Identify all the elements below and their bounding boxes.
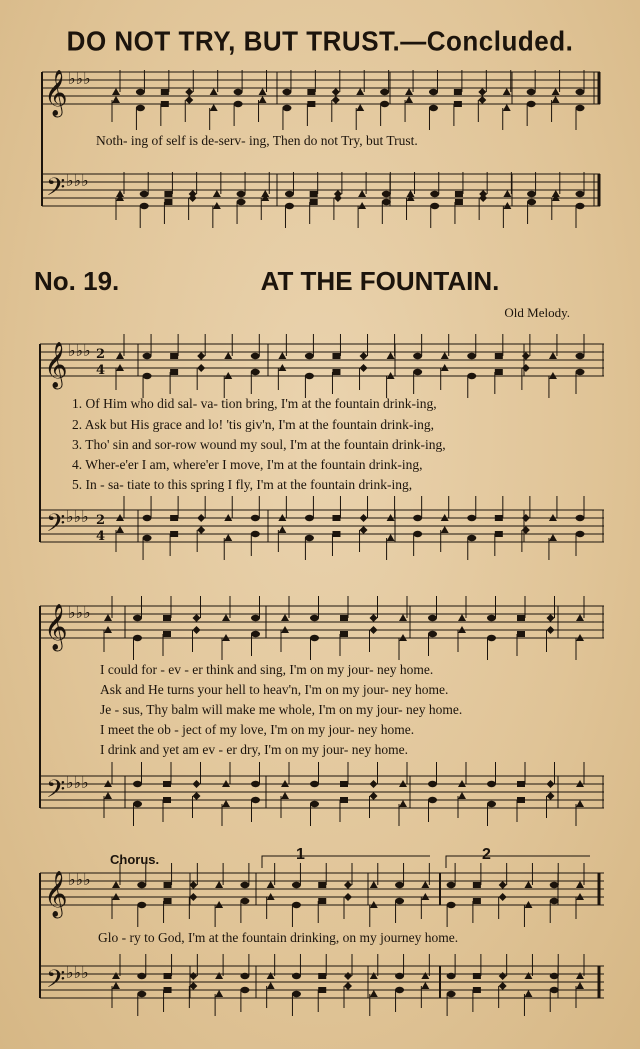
top-hymn-lyric: Noth- ing of self is de-serv- ing, Then do not Try, but Trust.	[96, 133, 418, 148]
volta-2-label: 2	[482, 846, 491, 863]
svg-text:♭♭♭: ♭♭♭	[66, 507, 89, 526]
note-head	[189, 972, 197, 980]
verse-line-1a: 1. Of Him who did sal- va- tion bring, I'm at the fountain drink-ing,	[72, 396, 437, 411]
note-head	[382, 199, 391, 205]
note-head	[405, 96, 413, 103]
note-head	[473, 987, 481, 993]
note-head	[370, 990, 378, 997]
note-head	[430, 203, 439, 209]
note-head	[576, 203, 585, 209]
note-head	[547, 780, 555, 788]
note-head	[547, 792, 555, 800]
note-head	[292, 973, 301, 979]
note-head	[550, 973, 559, 979]
note-head	[251, 631, 260, 637]
note-head	[524, 972, 532, 979]
verse-line-4b: I meet the ob - ject of my love, I'm on my jour- ney home.	[100, 722, 415, 737]
note-head	[137, 882, 146, 888]
note-head	[387, 352, 395, 359]
note-head	[310, 801, 319, 807]
note-head	[292, 991, 301, 997]
note-head	[161, 101, 169, 107]
svg-text:4: 4	[96, 529, 106, 544]
note-head	[522, 352, 530, 360]
note-head	[428, 781, 437, 787]
note-head	[133, 635, 142, 641]
note-head	[549, 534, 557, 541]
note-head	[164, 898, 172, 904]
note-head	[267, 881, 275, 888]
note-head	[282, 105, 291, 111]
note-head	[428, 631, 437, 637]
note-head	[576, 353, 585, 359]
note-head	[478, 96, 486, 104]
note-head	[240, 973, 249, 979]
verse-line-3a: 3. Tho' sin and sor-row wound my soul, I'm at the fountain drink-ing,	[72, 437, 446, 452]
note-head	[193, 626, 201, 634]
top-hymn-title: DO NOT TRY, BUT TRUST.—Concluded.	[66, 25, 574, 57]
note-head	[499, 881, 507, 889]
note-head	[499, 982, 507, 990]
note-head	[215, 881, 223, 888]
note-head	[428, 797, 437, 803]
note-head	[332, 353, 340, 359]
note-head	[360, 364, 368, 372]
note-head	[251, 797, 260, 803]
note-head	[503, 88, 511, 95]
note-head	[421, 972, 429, 979]
note-head	[547, 626, 555, 634]
note-head	[576, 191, 585, 197]
note-head	[292, 882, 301, 888]
note-head	[164, 199, 172, 205]
note-head	[210, 88, 218, 95]
note-head	[503, 104, 511, 111]
note-head	[370, 614, 378, 622]
note-head	[112, 881, 120, 888]
note-head	[210, 104, 218, 111]
svg-text:𝄢: 𝄢	[46, 173, 66, 208]
note-head	[140, 191, 149, 197]
note-head	[164, 987, 172, 993]
note-head	[576, 531, 585, 537]
note-head	[163, 797, 171, 803]
note-head	[318, 882, 326, 888]
note-head	[344, 893, 352, 901]
note-head	[356, 104, 364, 111]
note-head	[576, 89, 585, 95]
note-head	[307, 89, 315, 95]
note-head	[282, 89, 291, 95]
note-head	[189, 893, 197, 901]
note-head	[517, 631, 525, 637]
note-head	[487, 781, 496, 787]
note-head	[522, 526, 530, 534]
note-head	[116, 526, 124, 533]
note-head	[310, 615, 319, 621]
note-head	[413, 369, 422, 375]
svg-text:𝄢: 𝄢	[46, 509, 66, 544]
note-head	[517, 797, 525, 803]
note-head	[318, 987, 326, 993]
note-head	[193, 780, 201, 788]
note-head	[370, 972, 378, 979]
note-head	[222, 614, 230, 621]
note-head	[467, 515, 476, 521]
note-head	[143, 535, 152, 541]
note-head	[240, 898, 249, 904]
note-head	[215, 990, 223, 997]
svg-text:♭♭♭: ♭♭♭	[66, 773, 89, 792]
verse-line-5a: 5. In - sa- tiate to this spring I fly, I'm at the fountain drink-ing,	[72, 477, 413, 492]
note-head	[112, 96, 120, 103]
note-head	[137, 973, 146, 979]
note-head	[413, 515, 422, 521]
note-head	[370, 881, 378, 888]
hymn-title: AT THE FOUNTAIN.	[260, 266, 500, 296]
note-head	[428, 615, 437, 621]
note-head	[163, 631, 171, 637]
note-head	[549, 352, 557, 359]
note-head	[285, 191, 294, 197]
note-head	[310, 635, 319, 641]
note-head	[467, 353, 476, 359]
svg-text:2: 2	[96, 347, 106, 362]
note-head	[458, 792, 466, 799]
note-head	[222, 800, 230, 807]
svg-text:𝄞: 𝄞	[44, 871, 68, 917]
note-head	[318, 973, 326, 979]
svg-text:2: 2	[96, 513, 106, 528]
note-head	[495, 369, 503, 375]
note-head	[259, 88, 267, 95]
note-head	[576, 105, 585, 111]
note-head	[318, 898, 326, 904]
note-head	[112, 982, 120, 989]
note-head	[307, 101, 315, 107]
note-head	[170, 515, 178, 521]
note-head	[193, 792, 201, 800]
note-head	[133, 781, 142, 787]
note-head	[278, 526, 286, 533]
note-head	[429, 89, 438, 95]
note-head	[240, 987, 249, 993]
note-head	[487, 801, 496, 807]
note-head	[237, 199, 246, 205]
note-head	[340, 797, 348, 803]
note-head	[143, 515, 152, 521]
note-head	[387, 534, 395, 541]
verse-line-3b: Je - sus, Thy balm will make me whole, I'm on my jour- ney home.	[100, 702, 463, 717]
note-head	[234, 101, 243, 107]
note-head	[495, 531, 503, 537]
chorus-label: Chorus.	[110, 852, 160, 867]
note-head	[251, 781, 260, 787]
note-head	[240, 882, 249, 888]
note-head	[380, 101, 389, 107]
note-head	[447, 902, 456, 908]
note-head	[495, 353, 503, 359]
note-head	[413, 531, 422, 537]
svg-text:𝄞: 𝄞	[44, 604, 68, 650]
note-head	[170, 369, 178, 375]
note-head	[259, 96, 267, 103]
note-head	[413, 353, 422, 359]
note-head	[215, 972, 223, 979]
note-head	[395, 882, 404, 888]
note-head	[524, 881, 532, 888]
note-head	[527, 191, 536, 197]
note-head	[370, 626, 378, 634]
note-head	[399, 614, 407, 621]
note-head	[305, 535, 314, 541]
note-head	[547, 614, 555, 622]
chorus-lyric: Glo - ry to God, I'm at the fountain drinking, on my journey home.	[98, 930, 459, 945]
note-head	[104, 614, 112, 621]
note-head	[487, 615, 496, 621]
note-head	[467, 373, 476, 379]
note-head	[197, 352, 205, 360]
note-head	[430, 191, 439, 197]
note-head	[170, 531, 178, 537]
system-1-treble-staff	[42, 72, 600, 104]
note-head	[429, 105, 438, 111]
note-head	[251, 531, 260, 537]
note-head	[382, 191, 391, 197]
note-head	[524, 990, 532, 997]
note-head	[370, 780, 378, 788]
note-head	[163, 615, 171, 621]
note-head	[116, 352, 124, 359]
note-head	[454, 89, 462, 95]
note-head	[136, 89, 145, 95]
note-head	[527, 101, 536, 107]
note-head	[447, 973, 456, 979]
note-head	[370, 792, 378, 800]
note-head	[237, 191, 246, 197]
note-head	[467, 535, 476, 541]
note-head	[499, 893, 507, 901]
note-head	[522, 364, 530, 372]
verse-line-2a: 2. Ask but His grace and lo! 'tis giv'n, I'm at the fountain drink-ing,	[72, 417, 434, 432]
note-head	[447, 991, 456, 997]
note-head	[399, 800, 407, 807]
note-head	[421, 881, 429, 888]
note-head	[550, 987, 559, 993]
note-head	[517, 781, 525, 787]
hymn-number: No. 19.	[34, 266, 120, 296]
note-head	[305, 353, 314, 359]
note-head	[517, 615, 525, 621]
note-head	[527, 199, 536, 205]
verse-line-4a: 4. Wher-e'er I am, where'er I move, I'm at the fountain drink-ing,	[72, 457, 423, 472]
hymn-attribution: Old Melody.	[504, 305, 570, 320]
note-head	[197, 514, 205, 522]
note-head	[356, 88, 364, 95]
system-1-bass-staff	[42, 174, 600, 206]
note-head	[112, 972, 120, 979]
note-head	[340, 615, 348, 621]
note-head	[522, 514, 530, 522]
note-head	[193, 614, 201, 622]
note-head	[310, 191, 318, 197]
note-head	[136, 105, 145, 111]
note-head	[576, 614, 584, 621]
note-head	[267, 982, 275, 989]
volta-1-label: 1	[296, 846, 305, 863]
note-head	[344, 881, 352, 889]
note-head	[395, 973, 404, 979]
note-head	[170, 353, 178, 359]
note-head	[473, 973, 481, 979]
note-head	[576, 515, 585, 521]
note-head	[441, 526, 449, 533]
note-head	[478, 88, 486, 96]
note-head	[133, 615, 142, 621]
note-head	[251, 369, 260, 375]
note-head	[344, 982, 352, 990]
note-head	[251, 353, 260, 359]
note-head	[473, 882, 481, 888]
note-head	[447, 882, 456, 888]
svg-text:𝄞: 𝄞	[44, 342, 68, 388]
note-head	[487, 635, 496, 641]
note-head	[473, 898, 481, 904]
note-head	[576, 972, 584, 979]
note-head	[163, 781, 171, 787]
note-head	[143, 373, 152, 379]
note-head	[503, 190, 511, 197]
note-head	[164, 973, 172, 979]
note-head	[441, 352, 449, 359]
svg-text:♭♭♭: ♭♭♭	[66, 171, 89, 190]
note-head	[405, 88, 413, 95]
note-head	[332, 515, 340, 521]
note-head	[310, 781, 319, 787]
note-head	[360, 526, 368, 534]
note-head	[197, 526, 205, 534]
svg-text:𝄢: 𝄢	[46, 965, 66, 1000]
note-head	[189, 982, 197, 990]
note-head	[164, 191, 172, 197]
note-head	[164, 882, 172, 888]
note-head	[292, 902, 301, 908]
note-head	[455, 191, 463, 197]
note-head	[161, 89, 169, 95]
note-head	[455, 199, 463, 205]
note-head	[576, 369, 585, 375]
note-head	[137, 902, 146, 908]
verse-line-1b: I could for - ev - er think and sing, I'm on my jour- ney home.	[100, 662, 434, 677]
note-head	[550, 882, 559, 888]
note-head	[251, 515, 260, 521]
svg-text:♭♭♭: ♭♭♭	[68, 69, 91, 88]
note-head	[340, 631, 348, 637]
note-head	[458, 614, 466, 621]
svg-text:𝄢: 𝄢	[46, 775, 66, 810]
note-head	[332, 369, 340, 375]
note-head	[360, 514, 368, 522]
verse-line-2b: Ask and He turns your hell to heav'n, I'm on my jour- ney home.	[100, 682, 449, 697]
note-head	[140, 203, 149, 209]
note-head	[112, 88, 120, 95]
note-head	[550, 898, 559, 904]
note-head	[332, 531, 340, 537]
note-head	[395, 898, 404, 904]
note-head	[421, 982, 429, 989]
note-head	[305, 373, 314, 379]
note-head	[310, 199, 318, 205]
note-head	[137, 991, 146, 997]
note-head	[251, 615, 260, 621]
note-head	[189, 881, 197, 889]
note-head	[185, 96, 193, 104]
note-head	[552, 88, 560, 95]
note-head	[305, 515, 314, 521]
svg-text:♭♭♭: ♭♭♭	[68, 341, 91, 360]
note-head	[278, 352, 286, 359]
note-head	[104, 792, 112, 799]
note-head	[197, 364, 205, 372]
note-head	[527, 89, 536, 95]
note-head	[332, 88, 340, 96]
note-head	[576, 881, 584, 888]
note-head	[267, 972, 275, 979]
verse-line-5b: I drink and yet am ev - er dry, I'm on my jour- ney home.	[100, 742, 408, 757]
note-head	[224, 534, 232, 541]
note-head	[454, 101, 462, 107]
svg-text:♭♭♭: ♭♭♭	[68, 603, 91, 622]
svg-text:𝄞: 𝄞	[44, 70, 68, 116]
note-head	[281, 792, 289, 799]
note-head	[332, 96, 340, 104]
note-head	[360, 352, 368, 360]
note-head	[213, 190, 221, 197]
note-head	[344, 972, 352, 980]
note-head	[185, 88, 193, 96]
note-head	[576, 982, 584, 989]
note-head	[224, 352, 232, 359]
note-head	[358, 190, 366, 197]
note-head	[133, 801, 142, 807]
note-head	[495, 515, 503, 521]
svg-text:♭♭♭: ♭♭♭	[66, 963, 89, 982]
note-head	[576, 800, 584, 807]
note-head	[340, 781, 348, 787]
svg-text:♭♭♭: ♭♭♭	[68, 870, 91, 889]
note-head	[380, 89, 389, 95]
note-head	[552, 96, 560, 103]
note-head	[234, 89, 243, 95]
note-head	[281, 614, 289, 621]
note-head	[143, 353, 152, 359]
note-head	[499, 972, 507, 980]
note-head	[285, 203, 294, 209]
note-head	[395, 987, 404, 993]
svg-text:4: 4	[96, 363, 106, 378]
